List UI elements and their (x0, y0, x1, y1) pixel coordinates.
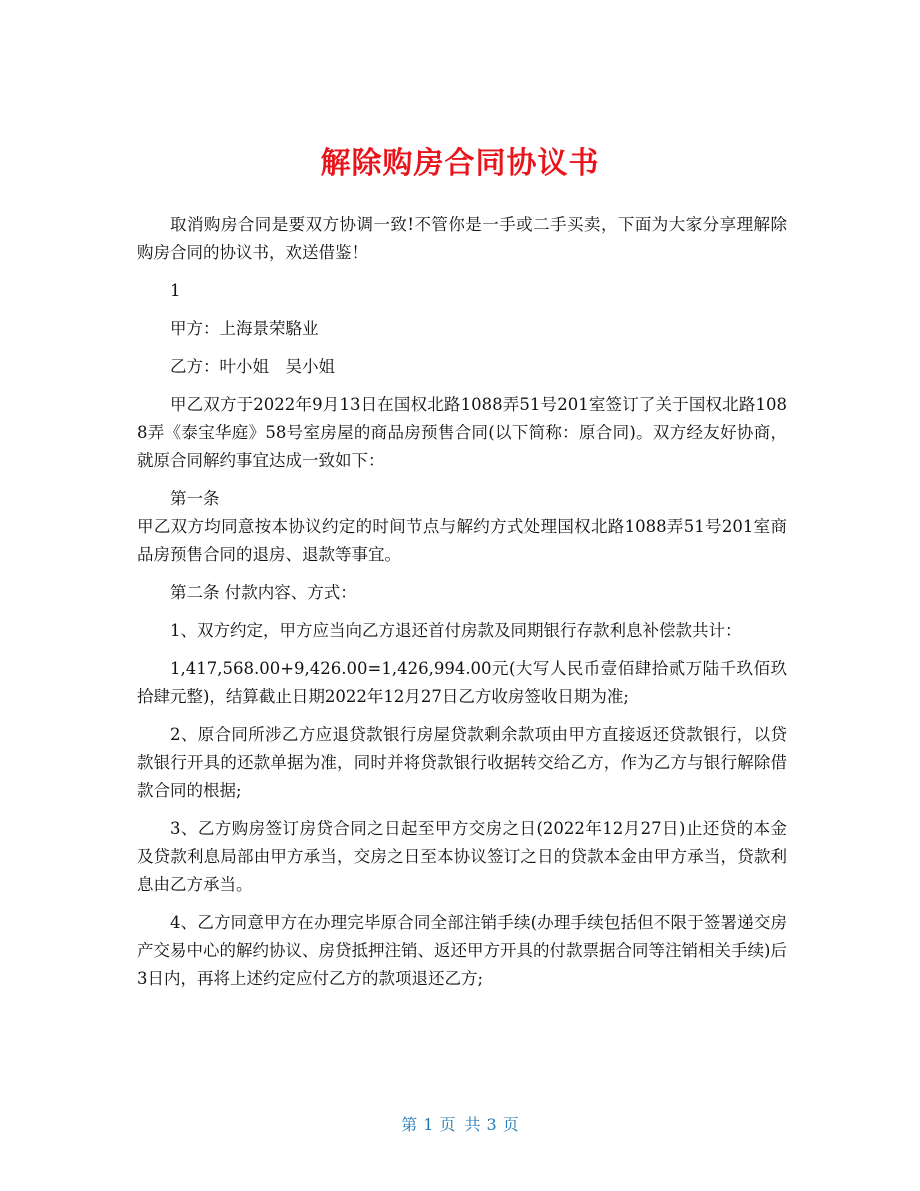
document-title: 解除购房合同协议书 (320, 146, 600, 182)
section-number: 1 (170, 281, 181, 300)
preamble-paragraph: 甲乙双方于2022年9月13日在国权北路1088弄51号201室签订了关于国权北路1088弄《泰宝华庭》58号室房屋的商品房预售合同(以下简称：原合同)。双方经友好协商，就原合同解约事宜达成一致如下： (137, 395, 787, 470)
total-pages-number: 3 (486, 1115, 497, 1134)
clause-2: 2、原合同所涉乙方应退贷款银行房屋贷款剩余款项由甲方直接返还贷款银行，以贷款银行开具的还款单据为准，同时并将贷款银行收据转交给乙方，作为乙方与银行解除借款合同的根据; (137, 725, 787, 800)
article-one-heading: 第一条 (170, 489, 220, 508)
page-footer (0, 1112, 920, 1135)
page-label-prefix: 第 (401, 1115, 418, 1134)
clause-1: 1、双方约定，甲方应当向乙方退还首付房款及同期银行存款利息补偿款共计： (170, 621, 742, 640)
article-one-body: 甲乙双方均同意按本协议约定的时间节点与解约方式处理国权北路1088弄51号201室商品房预售合同的退房、退款等事宜。 (137, 517, 787, 564)
clause-1-amount: 1,417,568.00+9,426.00=1,426,994.00元(大写人民币壹佰肆拾贰万陆千玖佰玖拾肆元整)，结算截止日期2022年12月27日乙方收房签收日期为准; (137, 659, 787, 706)
page-label-mid: 页 共 (439, 1115, 481, 1134)
clause-4: 4、乙方同意甲方在办理完毕原合同全部注销手续(办理手续包括但不限于签署递交房产交易中心的解约协议、房贷抵押注销、返还甲方开具的付款票据合同等注销相关手续)后3日内，再将上述约定应付乙方的款项退还乙方; (137, 913, 787, 988)
current-page-number: 1 (423, 1115, 434, 1134)
article-two-heading: 第二条 付款内容、方式： (170, 583, 357, 602)
page-label-suffix: 页 (502, 1115, 519, 1134)
intro-paragraph: 取消购房合同是要双方协调一致!不管你是一手或二手买卖，下面为大家分享理解除购房合同的协议书，欢送借鉴！ (137, 215, 787, 262)
clause-3: 3、乙方购房签订房贷合同之日起至甲方交房之日(2022年12月27日)止还贷的本金及贷款利息局部由甲方承当，交房之日至本协议签订之日的贷款本金由甲方承当，贷款利息由乙方承当。 (137, 819, 787, 894)
document-body (137, 211, 787, 1003)
party-a: 甲方：上海景荣駱业 (170, 319, 319, 338)
party-b: 乙方：叶小姐 吴小姐 (170, 357, 335, 376)
